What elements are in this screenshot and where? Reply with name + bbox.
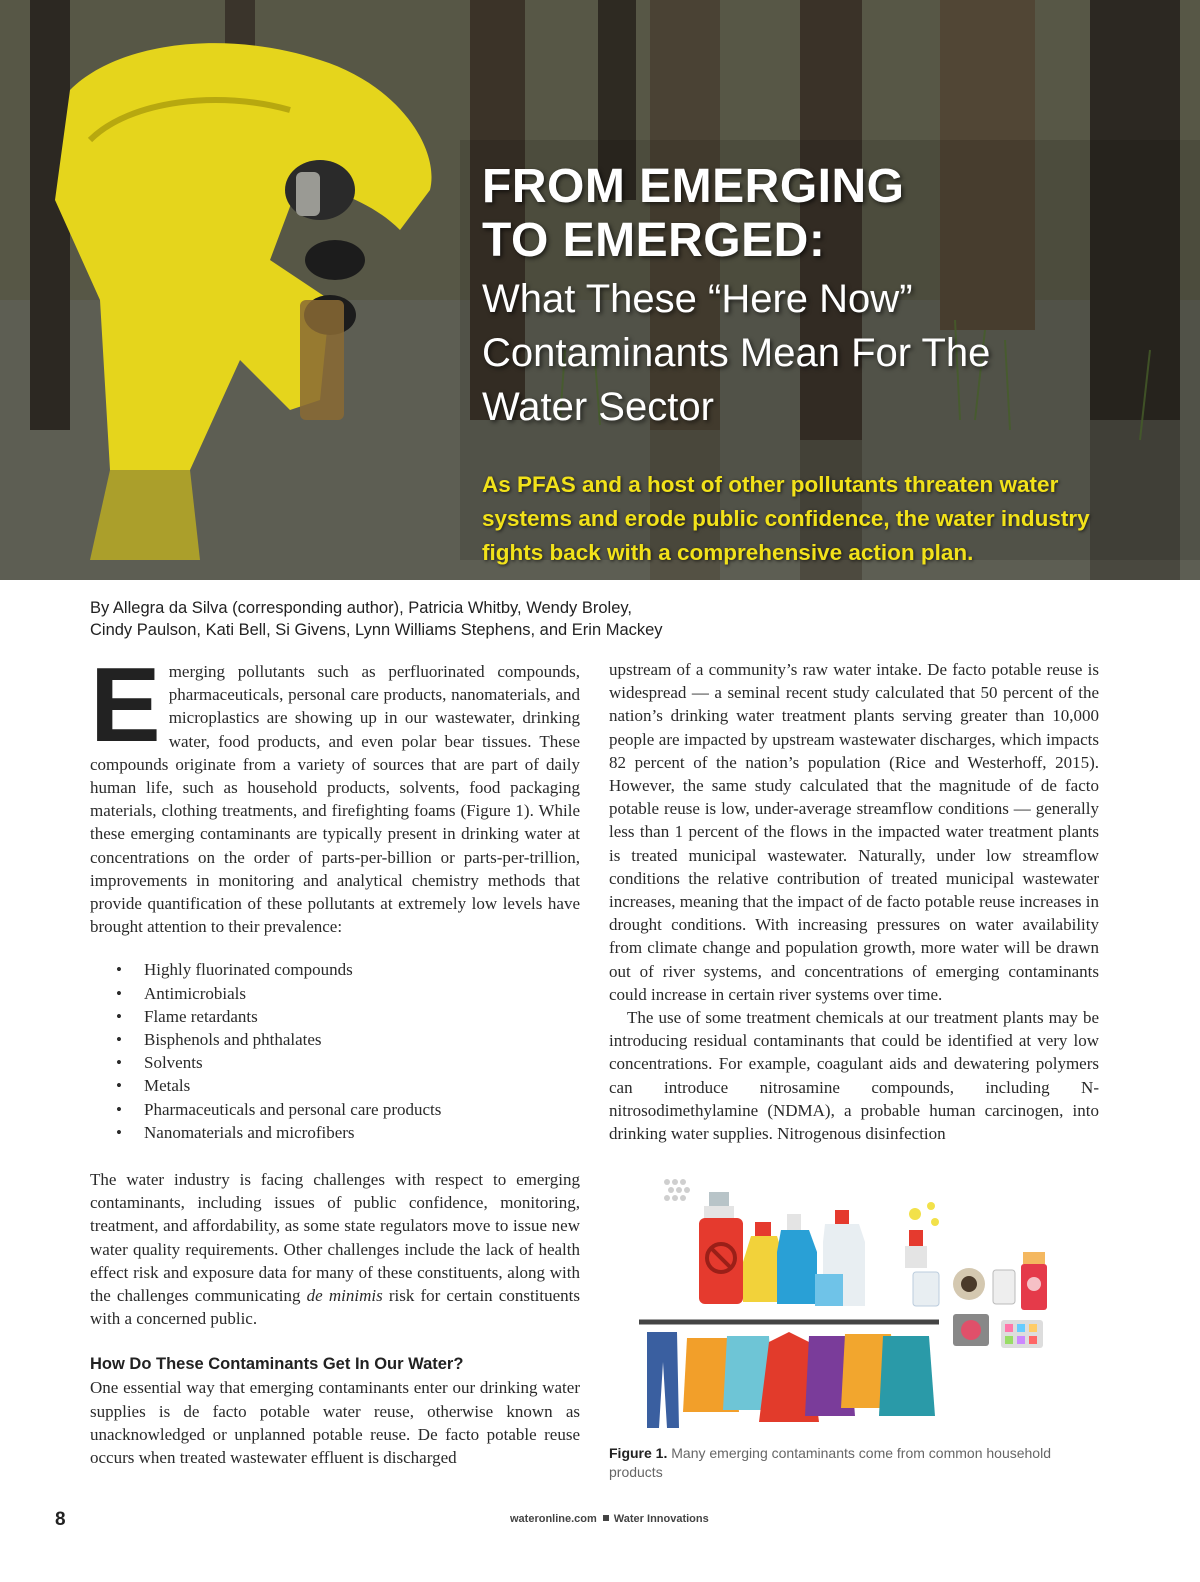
drop-cap: E [90, 646, 161, 764]
detergent-bottles-icon [743, 1210, 865, 1306]
hero-text-block [482, 160, 1182, 570]
footer-site: wateronline.com [510, 1513, 597, 1525]
title-line-1: FROM EMERGING [482, 160, 905, 213]
treatment-chemicals-paragraph: The use of some treatment chemicals at our treatment plants may be introducing residual contaminants that could be identified at very low concentrations. For example, coagulant aids and dewatering polymers can introduce nitrosamine compounds, including N-nitrosodimethylamine (NDMA), a probable human carcinogen, into drinking water supplies. Nitrogenous disinfection [609, 1008, 1099, 1144]
left-column [90, 646, 581, 1469]
list-item: • Bisphenols and phthalates [116, 1028, 580, 1051]
list-item: • Antimicrobials [116, 982, 580, 1005]
list-item: • Solvents [116, 1051, 580, 1074]
figure-caption [609, 1444, 1099, 1482]
spray-mist-icon [664, 1179, 690, 1201]
list-item: • Nanomaterials and microfibers [116, 1121, 580, 1144]
spray-bottle-icon [699, 1192, 743, 1304]
footer-publication-name: Water Innovations [613, 1513, 709, 1525]
byline [90, 597, 790, 641]
byline-line-2: Cindy Paulson, Kati Bell, Si Givens, Lynn Williams Stephens, and Erin Mackey [90, 621, 663, 639]
challenges-text-end: risk for certain constituents with a concerned public. [90, 1286, 581, 1329]
byline-line-1: By Allegra da Silva (corresponding author), Patricia Whitby, Wendy Broley, [90, 599, 632, 617]
challenges-paragraph [90, 1168, 580, 1330]
challenges-text: The water industry is facing challenges with respect to emerging contaminants, including issues of public confidence, monitoring, treatment, and affordability, as some state regulators move to issue new water quality requirements. Other challenges include the lack of health effect risk and exposure data for many of these constituents, along with the challenges communicating [90, 1170, 580, 1306]
clothing-icon [647, 1332, 935, 1428]
reuse-paragraph: upstream of a community’s raw water intake. De facto potable reuse is widespread — a seminal recent study calculated that 50 percent of the nation’s drinking water treatment plants serving greater than 10,000 people are impacted by upstream wastewater discharges, which impacts 82 percent of the nation’s population (Rice and Westerhoff, 2015). However, the same study calculated that the magnitude of de facto potable reuse is low, under-average streamflow conditions — generally less than 1 percent of the flows in the impacted water treatment plants is treated municipal wastewater. Naturally, under low streamflow conditions the relative contribution of treated municipal wastewater increases, meaning that the impact of de facto potable reuse increases in drought conditions. With increasing pressures on water availability from climate change and population growth, more water will be drawn out of river systems, and concentrations of emerging contaminants could increase in certain river systems over time. [609, 660, 1099, 1004]
right-column [609, 658, 1099, 1145]
list-item: • Flame retardants [116, 1005, 580, 1028]
footer-publication [510, 1513, 709, 1525]
figure-caption-text: Many emerging contaminants come from common household products [609, 1445, 1051, 1480]
article-title [482, 160, 1182, 268]
household-products-illustration [609, 1172, 1099, 1438]
cosmetics-icon [905, 1202, 1047, 1348]
figure-1-illustration [609, 1172, 1099, 1438]
list-item: • Metals [116, 1074, 580, 1097]
figure-label: Figure 1. [609, 1445, 668, 1461]
section-heading: How Do These Contaminants Get In Our Water? [90, 1355, 464, 1374]
page-number: 8 [55, 1509, 66, 1530]
separator-square-icon [603, 1515, 609, 1521]
list-item: • Highly fluorinated compounds [116, 958, 580, 981]
intro-text: merging pollutants such as perfluorinated compounds, pharmaceuticals, personal care products, nanomaterials, and microplastics are showing up in our wastewater, drinking water, food products, and even polar bear tissues. These compounds originate from a variety of sources that are part of daily human life, such as household products, solvents, food packaging materials, clothing treatments, and firefighting foams (Figure 1). While these emerging contaminants are typically present in drinking water at concentrations on the order of parts-per-billion or parts-per-trillion, improvements in monitoring and analytical chemistry methods that provide quantification of these pollutants at extremely low levels have brought attention to their prevalence: [90, 662, 580, 937]
hero-banner [0, 0, 1200, 580]
article-deck: As PFAS and a host of other pollutants threaten water systems and erode public confidence, the water industry fights back with a comprehensive action plan. [482, 472, 1090, 565]
intro-paragraph [90, 646, 580, 938]
contaminant-list [116, 958, 580, 1144]
list-item: • Pharmaceuticals and personal care products [116, 1098, 580, 1121]
title-line-2: TO EMERGED: [482, 214, 826, 267]
de-minimis-term: de minimis [306, 1286, 383, 1306]
article-subtitle: What These “Here Now” Contaminants Mean For The Water Sector [482, 277, 991, 429]
section-paragraph: One essential way that emerging contaminants enter our drinking water supplies is de facto potable water reuse, otherwise known as unacknowledged or unplanned potable reuse. De facto potable reuse occurs when treated wastewater effluent is discharged [90, 1378, 580, 1468]
